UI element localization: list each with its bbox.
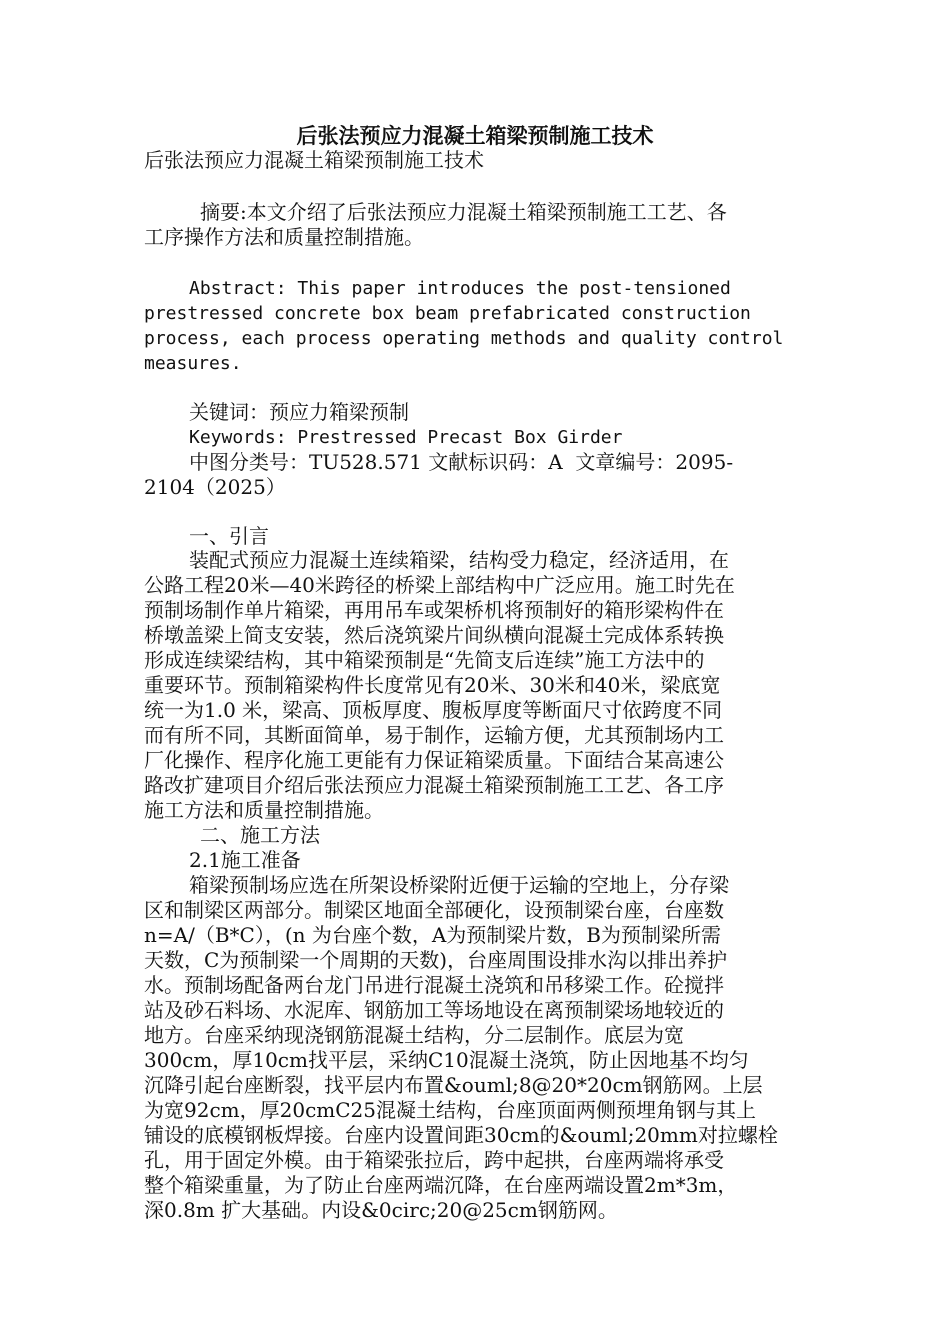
document-subtitle: 后张法预应力混凝土箱梁预制施工技术 (144, 148, 484, 172)
section1-paragraph-line: 装配式预应力混凝土连续箱梁，结构受力稳定，经济适用，在 (189, 548, 729, 572)
section1-paragraph-line: 桥墩盖梁上简支安装，然后浇筑梁片间纵横向混凝土完成体系转换 (144, 623, 724, 647)
abstract-en-line: measures. (144, 353, 242, 374)
section21-heading: 2.1施工准备 (189, 848, 301, 872)
section1-paragraph-line: 施工方法和质量控制措施。 (144, 798, 384, 822)
section21-paragraph-line: 整个箱梁重量，为了防止台座两端沉降，在台座两端设置2m*3m， (144, 1173, 738, 1197)
section1-paragraph-line: 统一为1.0 米，梁高、顶板厚度、腹板厚度等断面尺寸依跨度不同 (144, 698, 723, 722)
section21-paragraph-line: 区和制梁区两部分。制梁区地面全部硬化，设预制梁台座，台座数 (144, 898, 724, 922)
section1-paragraph-line: 公路工程20米—40米跨径的桥梁上部结构中广泛应用。施工时先在 (144, 573, 735, 597)
section1-paragraph-line: 而有所不同，其断面简单，易于制作，运输方便，尤其预制场内工 (144, 723, 724, 747)
section21-paragraph-line: 地方。台座采纳现浇钢筋混凝土结构，分二层制作。底层为宽 (144, 1023, 684, 1047)
document-title: 后张法预应力混凝土箱梁预制施工技术 (296, 123, 654, 148)
classification-line: 中图分类号：TU528.571 文献标识码：A 文章编号：2095- (189, 450, 734, 474)
abstract-en-line: process, each process operating methods and quality control (144, 328, 784, 349)
section1-paragraph-line: 预制场制作单片箱梁，再用吊车或架桥机将预制好的箱形梁构件在 (144, 598, 724, 622)
abstract-cn-line: 摘要:本文介绍了后张法预应力混凝土箱梁预制施工工艺、各 (200, 200, 727, 224)
section21-paragraph-line: 箱梁预制场应选在所架设桥梁附近便于运输的空地上，分存梁 (189, 873, 729, 897)
section1-paragraph-line: 重要环节。预制箱梁构件长度常见有20米、30米和40米，梁底宽 (144, 673, 721, 697)
section21-paragraph-line: 为宽92cm，厚20cmC25混凝土结构，台座顶面两侧预埋角钢与其上 (144, 1098, 756, 1122)
abstract-en-line: prestressed concrete box beam prefabricated construction (144, 303, 751, 324)
section1-paragraph-line: 路改扩建项目介绍后张法预应力混凝土箱梁预制施工工艺、各工序 (144, 773, 724, 797)
classification-line: 2104（2025） (144, 475, 286, 499)
section21-paragraph-line: 深0.8m 扩大基础。内设&0circ;20@25cm钢筋网。 (144, 1198, 618, 1222)
section1-paragraph-line: 厂化操作、程序化施工更能有力保证箱梁质量。下面结合某高速公 (144, 748, 724, 772)
section21-paragraph-line: n=A/（B*C），(n 为台座个数，A为预制梁片数，B为预制梁所需 (144, 923, 722, 947)
section2-heading: 二、施工方法 (200, 823, 320, 847)
section1-heading: 一、引言 (189, 524, 269, 548)
abstract-en-line: Abstract: This paper introduces the post-tensioned (189, 278, 731, 299)
section1-paragraph-line: 形成连续梁结构，其中箱梁预制是“先简支后连续”施工方法中的 (144, 648, 705, 672)
section21-paragraph-line: 水。预制场配备两台龙门吊进行混凝土浇筑和吊移梁工作。砼搅拌 (144, 973, 724, 997)
section21-paragraph-line: 沉降引起台座断裂，找平层内布置&ouml;8@20*20cm钢筋网。上层 (144, 1073, 763, 1097)
section21-paragraph-line: 300cm，厚10cm找平层，采纳C10混凝土浇筑，防止因地基不均匀 (144, 1048, 749, 1072)
keywords-cn: 关键词：预应力箱梁预制 (189, 400, 409, 424)
section21-paragraph-line: 铺设的底模钢板焊接。台座内设置间距30cm的&ouml;20mm对拉螺栓 (144, 1123, 778, 1147)
section21-paragraph-line: 天数，C为预制梁一个周期的天数)，台座周围设排水沟以排出养护 (144, 948, 728, 972)
section21-paragraph-line: 站及砂石料场、水泥库、钢筋加工等场地设在离预制梁场地较近的 (144, 998, 724, 1022)
section21-paragraph-line: 孔，用于固定外模。由于箱梁张拉后，跨中起拱，台座两端将承受 (144, 1148, 724, 1172)
abstract-cn-line: 工序操作方法和质量控制措施。 (144, 225, 424, 249)
keywords-en: Keywords: Prestressed Precast Box Girder (189, 427, 623, 448)
